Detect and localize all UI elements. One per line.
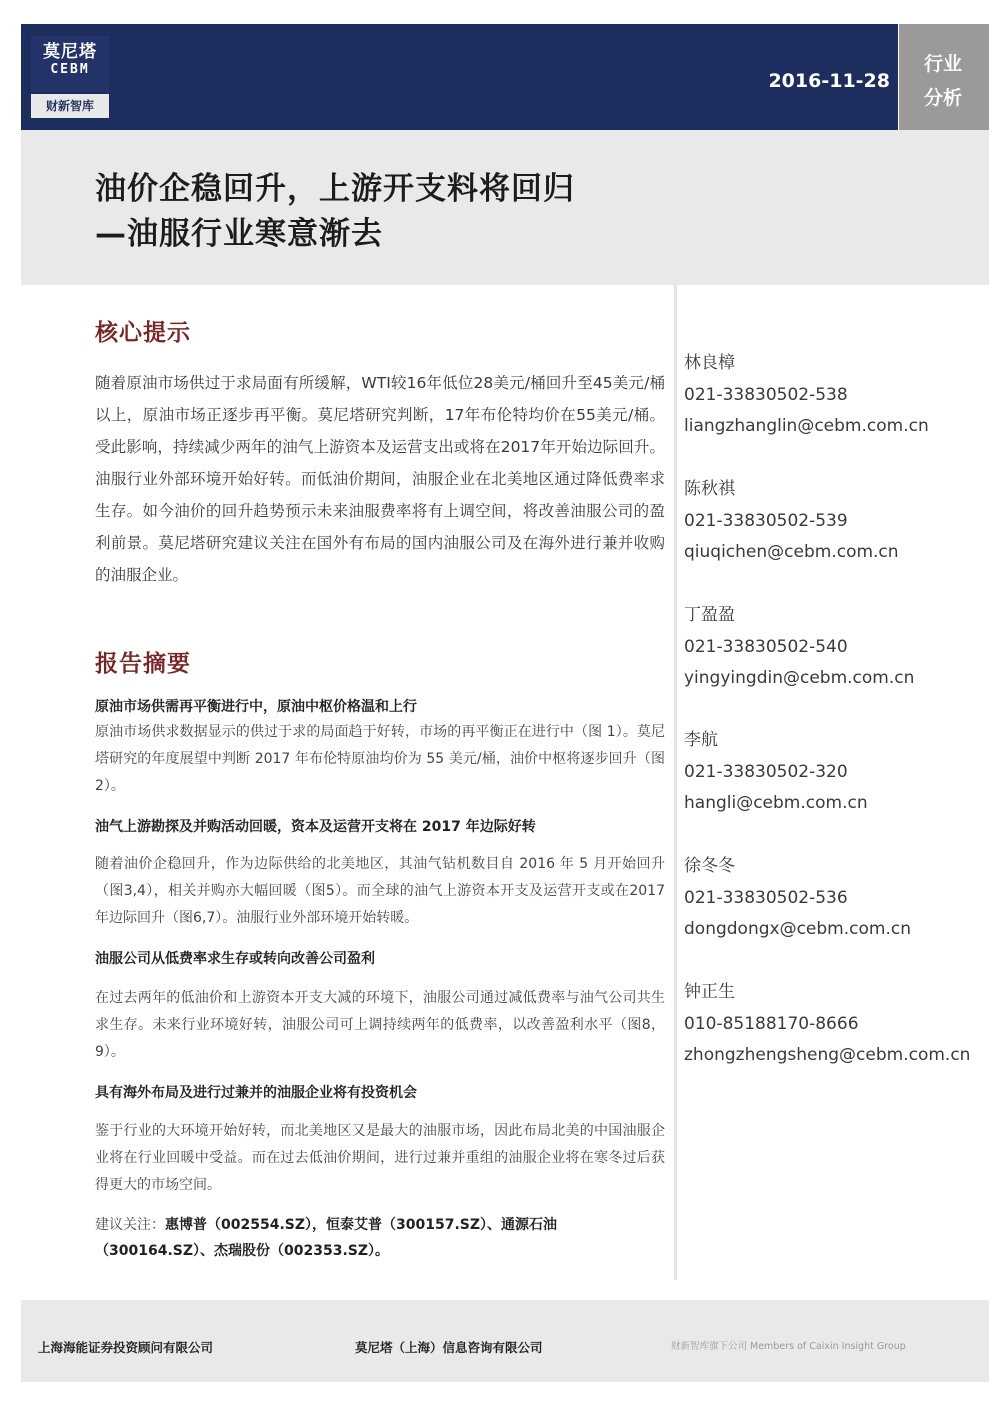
analyst-contact	[684, 474, 989, 569]
analyst-email: yingyingdin@cebm.com.cn	[684, 668, 915, 688]
report-type-line2: 分析	[924, 87, 963, 109]
analyst-name: 陈秋祺	[684, 479, 735, 499]
report-subtitle: —油服行业寒意渐去	[95, 216, 383, 252]
report-type-line1: 行业	[924, 53, 963, 75]
analyst-phone: 021-33830502-540	[684, 636, 848, 657]
analyst-phone: 021-33830502-538	[684, 384, 848, 405]
summary-paragraph-1: 原油市场供求数据显示的供过于求的局面趋于好转，市场的再平衡正在进行中（图 1）。莫尼塔研究的年度展望中判断 2017 年布伦特原油均价为 55 美元/桶，油价中枢将逐步回升（图 2）。	[95, 724, 665, 794]
analyst-email: liangzhanglin@cebm.com.cn	[684, 416, 929, 436]
analyst-email: dongdongx@cebm.com.cn	[684, 919, 911, 939]
summary-heading: 报告摘要	[95, 651, 191, 677]
recommendation	[95, 1212, 665, 1264]
recommended-stocks-1: 惠博普（002554.SZ），恒泰艾普（300157.SZ）、通源石油	[165, 1217, 557, 1233]
analyst-contact	[684, 348, 989, 443]
analyst-name: 李航	[684, 730, 718, 750]
analyst-phone: 021-33830502-536	[684, 887, 848, 908]
core-points-heading: 核心提示	[95, 320, 191, 346]
analyst-contact	[684, 600, 989, 695]
summary-subheading-2: 油气上游勘探及并购活动回暖，资本及运营开支将在 2017 年边际好转	[95, 819, 536, 835]
recommendation-line-2	[95, 1238, 665, 1264]
recommendation-line-1	[95, 1212, 665, 1238]
analyst-phone: 010-85188170-8666	[684, 1013, 859, 1034]
core-points-text: 随着原油市场供过于求局面有所缓解，WTI较16年低位28美元/桶回升至45美元/桶以上，原油市场正逐步再平衡。莫尼塔研究判断，17年布伦特均价在55美元/桶。受此影响，持续减少两年的油气上游资本及运营支出或将在2017年开始边际回升。油服行业外部环境开始好转。而低油价期间，油服企业在北美地区通过降低费率求生存。如今油价的回升趋势预示未来油服费率将有上调空间，将改善油服公司的盈利前景。莫尼塔研究建议关注在国外有布局的国内油服公司及在海外进行兼并收购的油服企业。	[95, 374, 665, 584]
analyst-contact	[684, 851, 989, 946]
recommended-stocks-2: （300164.SZ）、杰瑞股份（002353.SZ）。	[95, 1243, 389, 1259]
summary-subheading-1: 原油市场供需再平衡进行中，原油中枢价格温和上行	[95, 699, 417, 715]
analyst-email: qiuqichen@cebm.com.cn	[684, 542, 899, 562]
summary-paragraph-4: 鉴于行业的大环境开始好转，而北美地区又是最大的油服市场，因此布局北美的中国油服企业将在行业回暖中受益。而在过去低油价期间，进行过兼并重组的油服企业将在寒冬过后获得更大的市场空间。	[95, 1123, 665, 1193]
logo-mark	[31, 36, 109, 92]
summary-paragraph-3: 在过去两年的低油价和上游资本开支大减的环境下，油服公司通过减低费率与油气公司共生求生存。未来行业环境好转，油服公司可上调持续两年的低费率，以改善盈利水平（图8，9）。	[95, 990, 665, 1060]
footer-company-2: 莫尼塔（上海）信息咨询有限公司	[355, 1340, 543, 1355]
analyst-contact	[684, 725, 989, 820]
report-type-badge	[899, 24, 989, 130]
analyst-name: 徐冬冬	[684, 856, 735, 876]
analyst-email: zhongzhengsheng@cebm.com.cn	[684, 1045, 971, 1065]
logo-cn-text: 莫尼塔	[43, 42, 97, 62]
footer-member-note: 财新智库旗下公司 Members of Caixin Insight Group	[671, 1341, 906, 1352]
recommendation-prefix: 建议关注：	[95, 1217, 165, 1233]
logo-sub-text: 财新智库	[31, 94, 109, 118]
summary-subheading-3: 油服公司从低费率求生存或转向改善公司盈利	[95, 951, 375, 967]
report-date: 2016-11-28	[768, 70, 890, 92]
cebm-logo	[31, 36, 109, 118]
summary-paragraph-2: 随着油价企稳回升，作为边际供给的北美地区，其油气钻机数目自 2016 年 5 月开始回升（图3,4），相关并购亦大幅回暖（图5）。而全球的油气上游资本开支及运营开支或在2017年边际回升（图6,7）。油服行业外部环境开始转暖。	[95, 856, 665, 926]
analyst-name: 丁盈盈	[684, 605, 735, 625]
analyst-contact	[684, 977, 989, 1072]
summary-subheading-4: 具有海外布局及进行过兼并的油服企业将有投资机会	[95, 1085, 417, 1101]
analyst-phone: 021-33830502-539	[684, 510, 848, 531]
analyst-name: 林良樟	[684, 353, 735, 373]
analyst-email: hangli@cebm.com.cn	[684, 793, 868, 813]
footer-company-1: 上海海能证券投资顾问有限公司	[38, 1340, 214, 1355]
analyst-phone: 021-33830502-320	[684, 761, 848, 782]
logo-en-text: CEBM	[50, 62, 90, 77]
analyst-name: 钟正生	[684, 982, 735, 1002]
column-divider	[674, 285, 677, 1280]
report-title: 油价企稳回升，上游开支料将回归	[95, 171, 575, 207]
